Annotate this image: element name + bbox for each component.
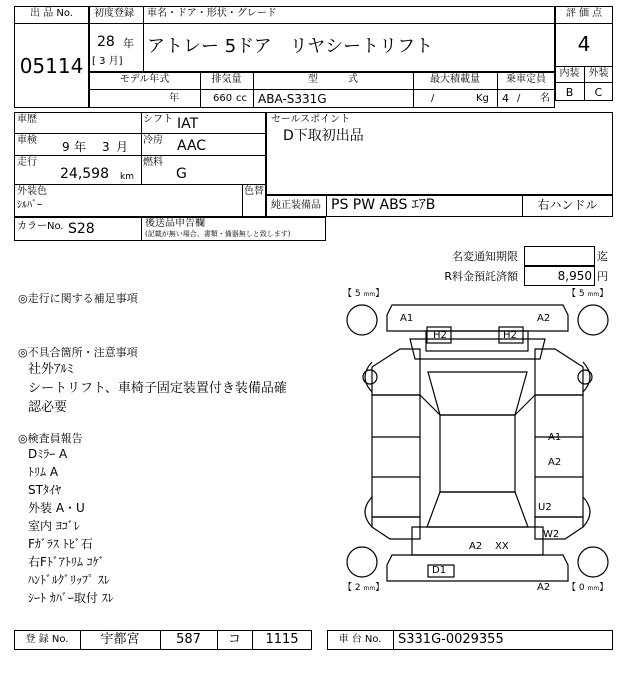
equipment-col-1 bbox=[326, 195, 327, 217]
right-body bbox=[535, 395, 583, 517]
grade-label: 評 価 点 bbox=[565, 8, 603, 19]
inspector-line: Fｶﾞﾗｽ ﾄﾋﾞ石 bbox=[28, 537, 93, 551]
inspector-title: ◎検査員報告 bbox=[18, 432, 83, 445]
first-reg-month: [ 3 月] bbox=[92, 56, 123, 67]
recycle-label: R料金預託済額 bbox=[444, 270, 518, 283]
payload-label: 最大積載量 bbox=[430, 74, 480, 85]
front-left-tire bbox=[347, 305, 377, 335]
name-change-box bbox=[524, 246, 595, 266]
chassis-value: S331G-0029355 bbox=[398, 632, 504, 647]
history-label: 車歴 bbox=[17, 114, 37, 125]
left-front-fender bbox=[372, 349, 420, 395]
ext-color-value: ｼﾙﾊﾞｰ bbox=[17, 200, 42, 211]
fuel-value: G bbox=[176, 166, 187, 182]
details-row-2 bbox=[14, 155, 266, 156]
spec-row-divider bbox=[89, 89, 555, 90]
displacement-label: 排気量 bbox=[211, 74, 242, 85]
chassis-col bbox=[393, 630, 394, 650]
front-right-tire bbox=[578, 305, 608, 335]
sales-point-value: D下取初出品 bbox=[283, 128, 364, 144]
chassis-label: 車 台 No. bbox=[338, 634, 382, 645]
lot-no-divider bbox=[14, 23, 89, 24]
color-row-col bbox=[141, 217, 142, 241]
exterior-grade: C bbox=[594, 86, 603, 99]
mark-rear-gate-x: XX bbox=[495, 541, 509, 552]
vehicle-name: アトレー 5ドア リヤシートリフト bbox=[147, 36, 434, 57]
inspector-line: ﾊﾝﾄﾞﾙｸﾞﾘｯﾌﾟ ｽﾚ bbox=[28, 573, 110, 587]
tire-front-right-value: 5 bbox=[578, 289, 585, 299]
hood-shape bbox=[410, 339, 545, 359]
mark-front-bumper-left: A1 bbox=[400, 313, 414, 324]
car-damage-diagram bbox=[340, 287, 615, 602]
inspector-line: 室内 ﾖｺﾞﾚ bbox=[28, 519, 80, 533]
rear-left-tire bbox=[347, 547, 377, 577]
reg-area: 宇都宮 bbox=[100, 632, 140, 647]
left-rear-arch bbox=[365, 497, 372, 527]
mileage-unit: km bbox=[120, 172, 134, 182]
ext-color-label: 外装色 bbox=[17, 186, 47, 197]
color-no-value: S28 bbox=[68, 221, 95, 237]
inspector-line: 外装 A・U bbox=[28, 501, 85, 515]
reg-class: 587 bbox=[176, 632, 201, 647]
aircon-value: AAC bbox=[177, 138, 207, 154]
recycle-value: 8,950 bbox=[557, 269, 592, 283]
inspection-year: 9 bbox=[62, 140, 70, 154]
right-rear-arch bbox=[583, 497, 590, 527]
color-no-label: カラーNo. bbox=[17, 221, 64, 232]
mark-right-quarter: U2 bbox=[538, 502, 552, 513]
details-row-1 bbox=[14, 133, 266, 134]
defects-title: ◎不具合箇所・注意事項 bbox=[18, 346, 138, 359]
driving-notes-title: ◎走行に関する補足事項 bbox=[18, 292, 138, 305]
tire-rear-right-value: 0 bbox=[578, 583, 585, 593]
tire-unit: mm bbox=[363, 585, 376, 592]
details-box bbox=[14, 112, 266, 217]
left-rear bbox=[372, 517, 420, 539]
shift-label: シフト bbox=[143, 114, 173, 125]
mileage-value: 24,598 bbox=[60, 166, 109, 182]
exterior-label: 外装 bbox=[588, 68, 609, 79]
left-front-arch bbox=[365, 362, 372, 392]
inspector-line: ｼｰﾄ ｶﾊﾞｰ取付 ｽﾚ bbox=[28, 591, 114, 605]
grade-divider bbox=[555, 23, 613, 24]
model-year-label: モデル年式 bbox=[119, 74, 170, 85]
payload-slash: / bbox=[431, 93, 435, 104]
handle-value: 右ハンドル bbox=[537, 198, 598, 212]
capacity-label: 乗車定員 bbox=[506, 74, 546, 85]
capacity: 4 bbox=[502, 92, 509, 105]
shift-value: IAT bbox=[177, 116, 199, 132]
tire-front-left-label: 【 5 mm】 bbox=[343, 289, 385, 299]
displacement: 660 bbox=[213, 93, 233, 104]
title-divider bbox=[89, 23, 555, 24]
mark-right-rear-door: A2 bbox=[548, 457, 562, 468]
left-body bbox=[372, 395, 420, 517]
rear-glass-shape bbox=[427, 492, 528, 527]
mark-rear-gate-a: A2 bbox=[469, 541, 483, 552]
reg-kana: コ bbox=[227, 632, 241, 647]
name-label: 車名・ドア・形状・グレード bbox=[147, 8, 277, 19]
equipment-value: PS PW ABS ｴｱB bbox=[331, 197, 436, 213]
inspection-month: 3 bbox=[102, 140, 110, 154]
capacity-unit: 名 bbox=[540, 93, 550, 104]
inspector-line: ﾄﾘﾑ A bbox=[28, 465, 59, 479]
mark-right-front-door: A1 bbox=[548, 432, 562, 443]
tire-unit: mm bbox=[587, 585, 600, 592]
mark-right-rear-wheel: W2 bbox=[543, 529, 560, 540]
name-change-unit: 迄 bbox=[597, 250, 608, 263]
payload-unit: Kg bbox=[476, 93, 489, 104]
model-label: 型 式 bbox=[308, 74, 358, 85]
inspection-label: 車検 bbox=[17, 135, 37, 146]
recycle-unit: 円 bbox=[597, 270, 608, 283]
lot-no: 05114 bbox=[19, 54, 84, 78]
tire-rear-right-label: 【 0 mm】 bbox=[567, 583, 609, 593]
title-vdivider bbox=[143, 6, 144, 72]
model: ABA-S331G bbox=[258, 92, 327, 106]
rear-bumper-shape bbox=[387, 555, 568, 581]
tire-rear-left-label: 【 2 mm】 bbox=[343, 583, 385, 593]
grade-value: 4 bbox=[577, 32, 591, 56]
defect-line: 認必要 bbox=[28, 400, 68, 415]
interior-grade: B bbox=[565, 86, 574, 99]
inspector-line: STﾀｲﾔ bbox=[28, 483, 61, 497]
tire-front-left-value: 5 bbox=[354, 289, 361, 299]
defect-line: シートリフト、車椅子固定装置付き装備品確 bbox=[28, 381, 287, 396]
rear-right-tire bbox=[578, 547, 608, 577]
name-change-label: 名変通知期限 bbox=[452, 250, 518, 263]
equipment-label: 純正装備品 bbox=[271, 200, 321, 211]
inspection-month-unit: 月 bbox=[116, 140, 129, 154]
inspector-line: 右Fﾄﾞｱﾄﾘﾑ ｺｹﾞ bbox=[28, 555, 105, 569]
interior-label: 内装 bbox=[559, 68, 580, 79]
reg-number: 1115 bbox=[265, 632, 299, 647]
details-col bbox=[141, 112, 142, 184]
model-year-unit: 年 bbox=[169, 93, 179, 104]
mark-rear-bumper-left: D1 bbox=[432, 565, 447, 576]
mark-rear-bumper-right: A2 bbox=[537, 582, 551, 593]
tire-front-right-label: 【 5 mm】 bbox=[567, 289, 609, 299]
aftermarket-note: (記載が無い場合、書類・備器無しと致します) bbox=[145, 230, 291, 238]
inspection-year-unit: 年 bbox=[74, 140, 87, 154]
defect-line: 社外ｱﾙﾐ bbox=[28, 362, 74, 377]
right-front-arch bbox=[583, 362, 590, 392]
details-row-3 bbox=[14, 184, 266, 185]
roof-shape bbox=[440, 415, 515, 492]
color-change-col bbox=[242, 184, 243, 217]
inspector-line: Dﾐﾗｰ A bbox=[28, 447, 68, 461]
fuel-label: 燃料 bbox=[143, 157, 163, 168]
tire-unit: mm bbox=[587, 291, 600, 298]
aftermarket-label: 後送品申告欄 bbox=[145, 218, 205, 229]
sales-point-label: セールスポイント bbox=[271, 114, 351, 125]
windshield-shape bbox=[428, 372, 527, 415]
tire-unit: mm bbox=[363, 291, 376, 298]
mark-headlight-right: H2 bbox=[503, 330, 517, 341]
first-reg-label: 初度登録 bbox=[94, 8, 134, 19]
first-reg-year-unit: 年 bbox=[123, 37, 134, 50]
color-change-label: 色替 bbox=[244, 186, 264, 197]
aircon-label: 冷房 bbox=[143, 135, 163, 146]
right-front-fender bbox=[535, 349, 583, 395]
capacity-slash: / bbox=[517, 93, 521, 104]
mileage-label: 走行 bbox=[17, 157, 37, 168]
tire-rear-left-value: 2 bbox=[354, 583, 361, 593]
displacement-unit: cc bbox=[236, 93, 247, 104]
lot-no-label: 出 品 No. bbox=[30, 8, 73, 19]
mark-headlight-left: H2 bbox=[433, 330, 447, 341]
reg-no-label: 登 録 No. bbox=[25, 634, 69, 645]
first-reg-year: 28 bbox=[97, 34, 115, 50]
mark-front-bumper-right: A2 bbox=[537, 313, 551, 324]
